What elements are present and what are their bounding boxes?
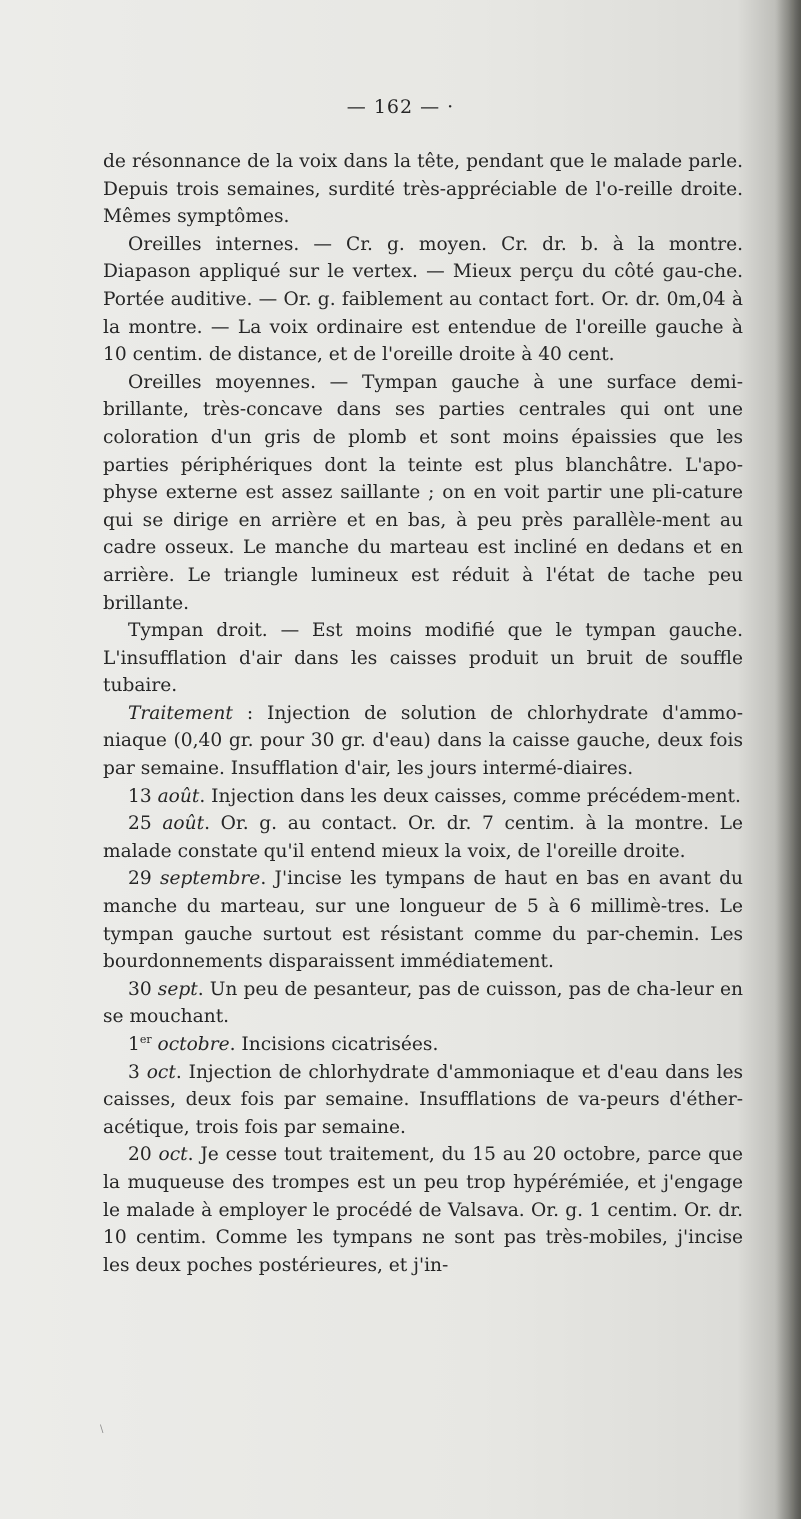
paragraph [103, 700, 743, 783]
paper-speck-mark: \ [100, 1424, 104, 1435]
paragraph-label: septembre [159, 868, 261, 890]
paragraph-text: . Incisions cicatrisées. [229, 1034, 439, 1055]
paragraph-date: 20 [128, 1144, 159, 1166]
paragraph-text: de résonnance de la voix dans la tête, pendant que le malade parle. Depuis trois semaines, surdité très-appréciable de l'o-reille droite. Mêmes symptômes. [103, 151, 743, 228]
paragraph-label: octobre [151, 1034, 230, 1055]
paragraph [103, 1031, 743, 1059]
paragraph-date: 13 [128, 785, 158, 807]
paragraph-text: . Injection dans les deux caisses, comme précédem-ment. [199, 785, 741, 807]
paragraph [103, 783, 743, 811]
paragraph-text: Oreilles internes. — Cr. g. moyen. Cr. dr. b. à la montre. Diapason appliqué sur le vertex. — Mieux perçu du côté gau-che. Portée auditive. — Or. g. faiblement au contact fort. Or. dr. 0m,04 à la montre. — La voix ordinaire est entendue de l'oreille gauche à 10 centim. de distance, et de l'oreille droite à 40 cent. [103, 233, 743, 366]
paragraph-text: . Injection de chlorhydrate d'ammoniaque et d'eau dans les caisses, deux fois par semaine. Insufflations de va-peurs d'éther-acétique, trois fois par semaine. [103, 1061, 743, 1138]
paragraph-superscript: er [139, 1032, 152, 1046]
paragraph-date: 29 [128, 868, 160, 890]
paragraph-text: : Injection de solution de chlorhydrate d'ammo-niaque (0,40 gr. pour 30 gr. d'eau) dans la caisse gauche, deux fois par semaine. Insufflation d'air, les jours intermé-diaires. [103, 702, 743, 780]
paragraph-text: . Je cesse tout traitement, du 15 au 20 octobre, parce que la muqueuse des trompes est un peu trop hypérémiée, et j'engage le malade à employer le procédé de Valsava. Or. g. 1 centim. Or. dr. 10 centim. Comme les tympans ne sont pas très-mobiles, j'incise les deux poches postérieures, et j'in- [103, 1144, 743, 1276]
paragraph [103, 1059, 743, 1142]
paragraph [103, 1141, 743, 1279]
paragraph [103, 231, 743, 369]
page-number: — 162 — · [346, 96, 455, 118]
paragraph-text: Oreilles moyennes. — Tympan gauche à une surface demi-brillante, très-concave dans ses parties centrales qui ont une coloration d'un gris de plomb et sont moins épaissies que les parties périphériques dont la teinte est plus blanchâtre. L'apo-physe externe est assez saillante ; on en voit partir une pli-cature qui se dirige en arrière et en bas, à peu près parallèle-ment au cadre osseux. Le manche du marteau est incliné en dedans et en arrière. Le triangle lumineux est réduit à l'état de tache peu brillante. [103, 371, 743, 614]
paragraph [103, 976, 743, 1031]
paragraph [103, 810, 743, 865]
paragraph [103, 865, 743, 975]
paragraph-date: 30 [128, 978, 158, 1000]
paragraph-label: oct [158, 1144, 188, 1166]
paragraph-text: . Un peu de pesanteur, pas de cuisson, pas de cha-leur en se mouchant. [103, 978, 743, 1028]
paragraph-date: 25 [128, 813, 163, 835]
paragraph-label: août [162, 813, 205, 835]
paragraph-text: . J'incise les tympans de haut en bas en avant du manche du marteau, sur une longueur de 5 à 6 millimè-tres. Le tympan gauche surtout est résistant comme du par-chemin. Les bourdonnements disparaissent immédiatement. [103, 868, 743, 973]
paragraph [103, 369, 743, 617]
paragraph-text: Tympan droit. — Est moins modifié que le tympan gauche. L'insufflation d'air dans les caisses produit un bruit de souffle tubaire. [103, 620, 743, 697]
paragraph-date: 3 [128, 1061, 147, 1083]
paragraph-text: . Or. g. au contact. Or. dr. 7 centim. à la montre. Le malade constate qu'il entend mieux la voix, de l'oreille droite. [103, 813, 744, 862]
paragraph-label: oct [146, 1061, 176, 1083]
paragraph-label: août [157, 785, 200, 807]
paragraph [103, 148, 743, 231]
paragraph-date: 1 [128, 1034, 140, 1055]
paragraph [103, 617, 743, 700]
body-text [103, 148, 743, 1279]
paragraph-label: sept [157, 978, 198, 1000]
page-binding-shadow [775, 0, 801, 1519]
paragraph-label: Traitement [128, 702, 233, 724]
